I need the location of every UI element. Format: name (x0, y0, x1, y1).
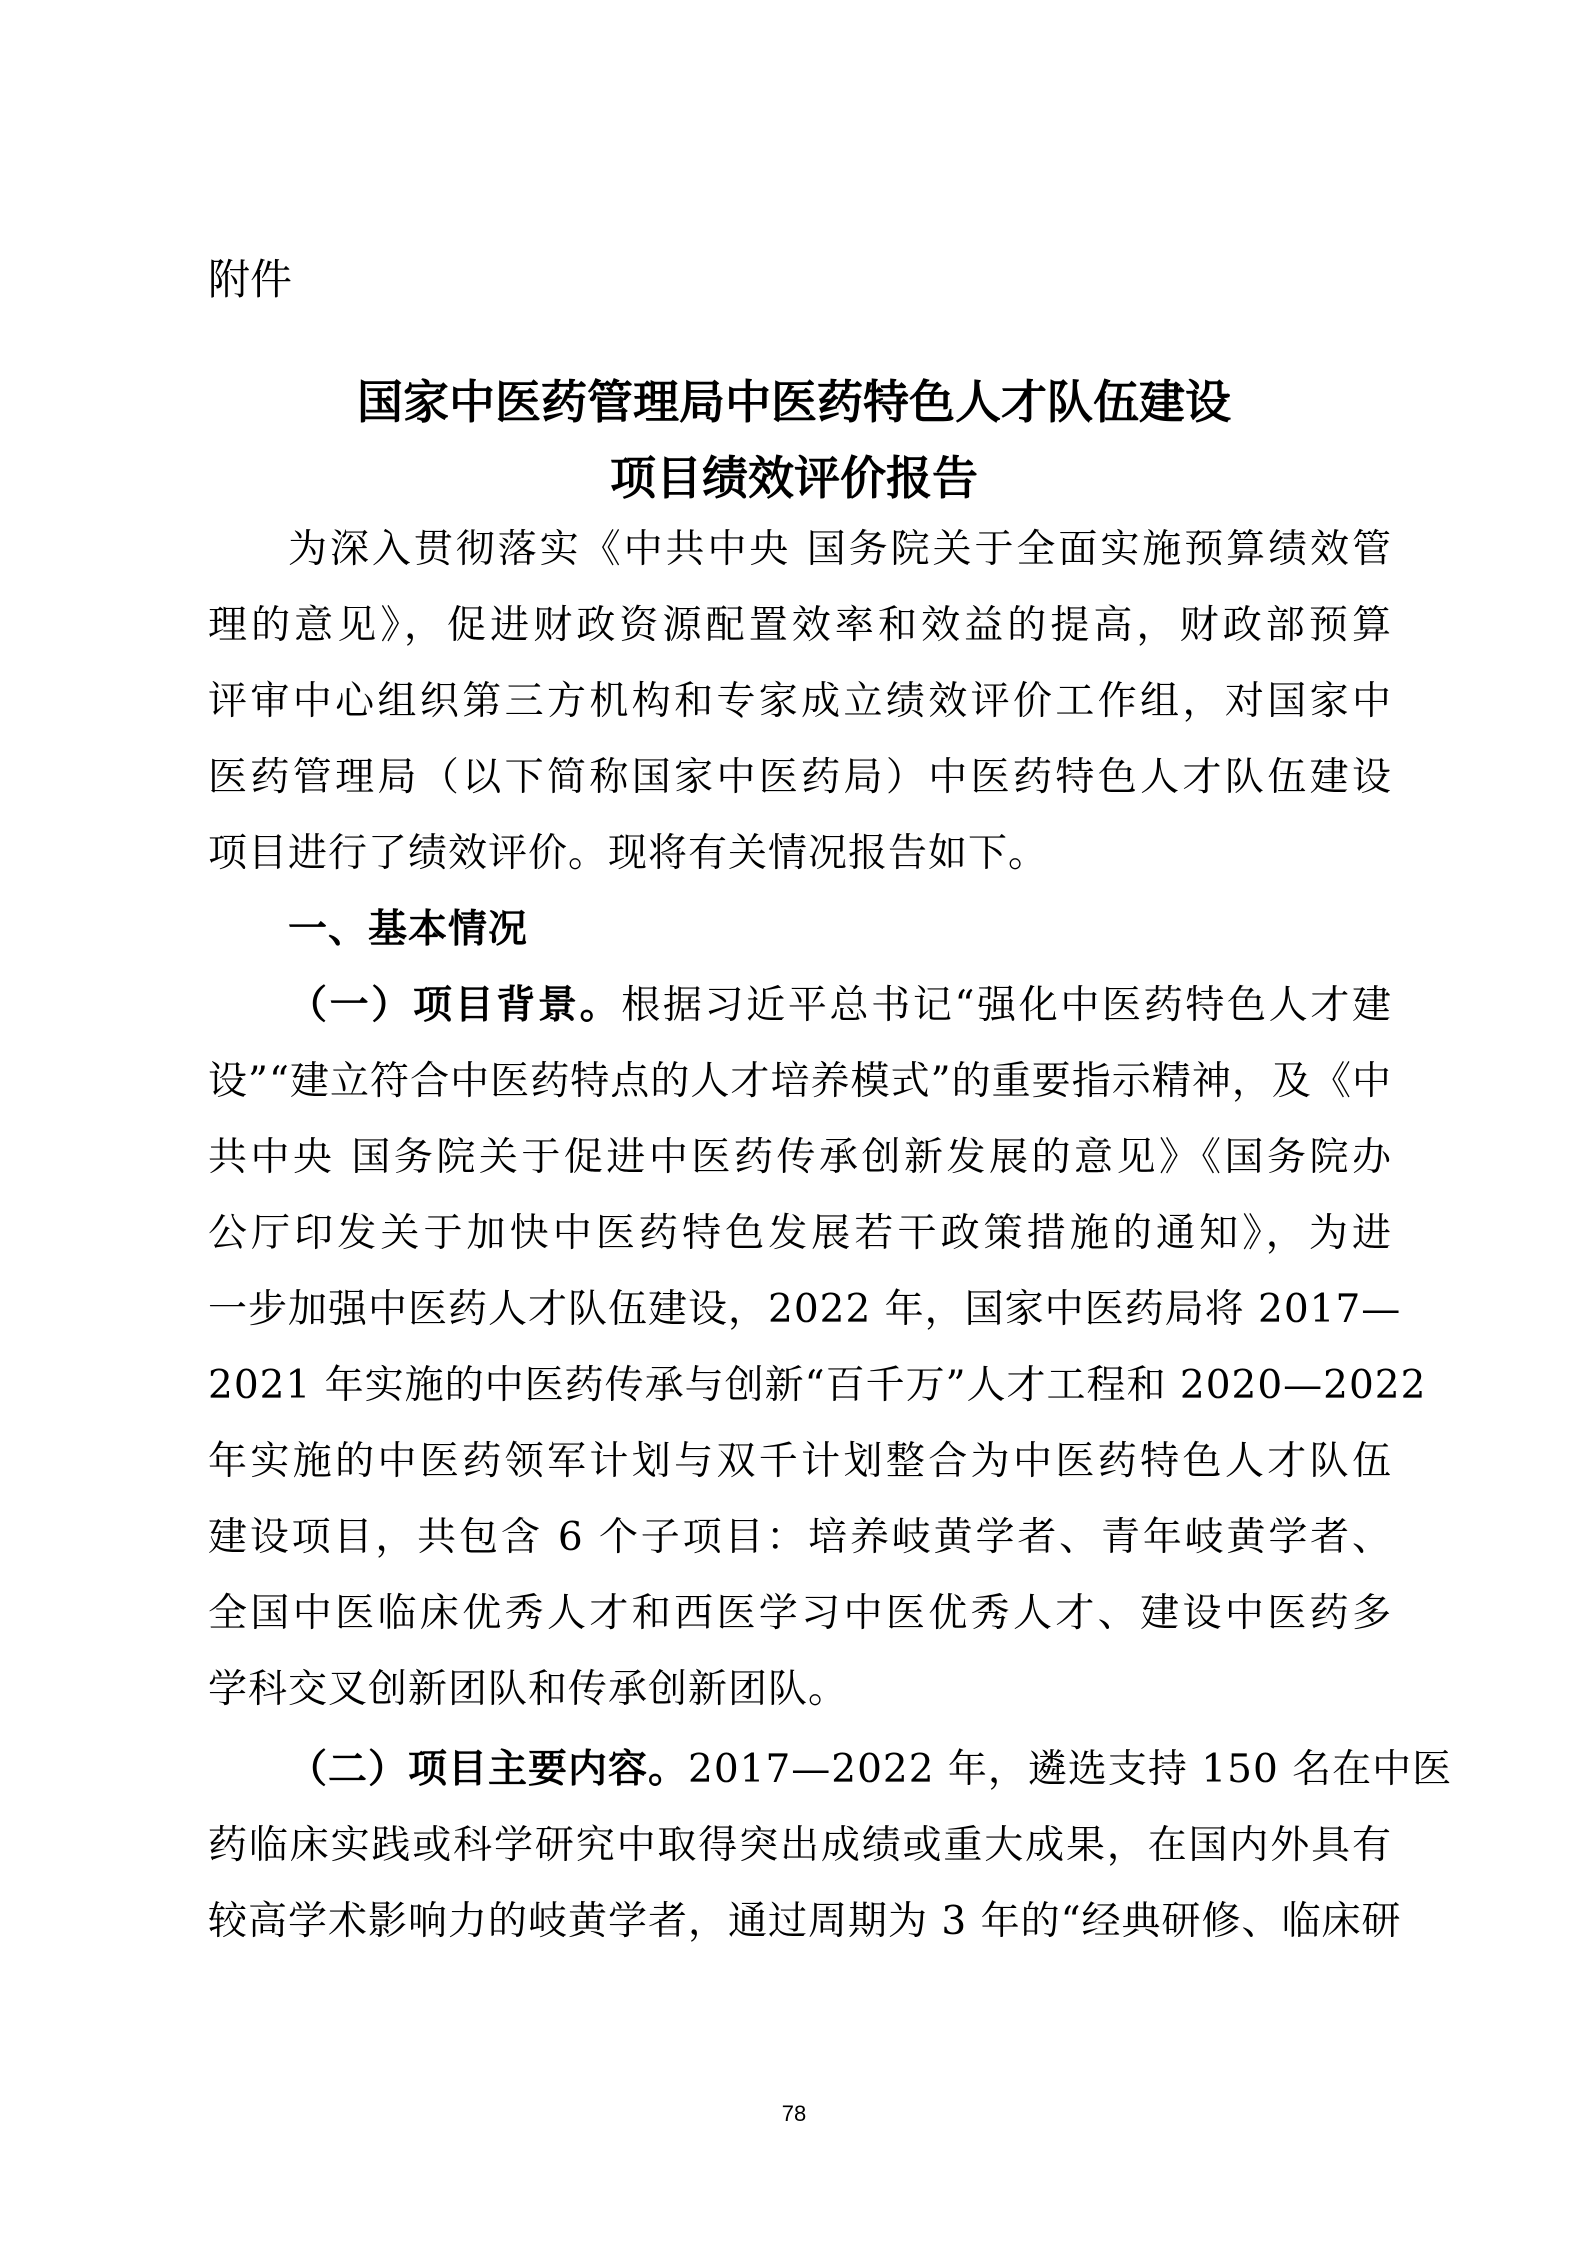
content-line: 较高学术影响力的岐黄学者，通过周期为 3 年的“经典研修、临床研 (208, 1899, 1402, 1944)
intro-line: 医药管理局（以下简称国家中医药局）中医药特色人才队伍建设 (208, 755, 1392, 800)
background-first-line (288, 980, 1392, 1032)
background-line: 年实施的中医药领军计划与双千计划整合为中医药特色人才队伍 (208, 1439, 1392, 1484)
report-title-line-2: 项目绩效评价报告 (610, 451, 978, 505)
background-line: 2021 年实施的中医药传承与创新“百千万”人才工程和 2020—2022 (208, 1363, 1427, 1408)
intro-line: 评审中心组织第三方机构和专家成立绩效评价工作组，对国家中 (208, 679, 1392, 724)
page-number: 78 (781, 2101, 807, 2126)
background-label: （一）项目背景。 (288, 983, 622, 1028)
background-line: 学科交叉创新团队和传承创新团队。 (208, 1667, 849, 1712)
background-line: 建设项目，共包含 6 个子项目：培养岐黄学者、青年岐黄学者、 (208, 1515, 1392, 1560)
content-label: （二）项目主要内容。 (288, 1747, 689, 1792)
background-line: 一步加强中医药人才队伍建设，2022 年，国家中医药局将 2017— (208, 1287, 1402, 1332)
content-line: 药临床实践或科学研究中取得突出成绩或重大成果，在国内外具有 (208, 1823, 1392, 1868)
background-line: 设”“建立符合中医药特点的人才培养模式”的重要指示精神，及《中 (208, 1059, 1392, 1104)
background-first-text: 根据习近平总书记“强化中医药特色人才建 (621, 983, 1392, 1028)
content-first-line (288, 1744, 1453, 1796)
background-line: 全国中医临床优秀人才和西医学习中医优秀人才、建设中医药多 (208, 1591, 1392, 1636)
section-heading-basic-info: 一、基本情况 (288, 907, 529, 952)
background-line: 共中央 国务院关于促进中医药传承创新发展的意见》《国务院办 (208, 1135, 1392, 1180)
intro-line: 项目进行了绩效评价。现将有关情况报告如下。 (208, 831, 1049, 876)
content-first-text: 2017—2022 年，遴选支持 150 名在中医 (688, 1747, 1453, 1792)
report-title-line-1: 国家中医药管理局中医药特色人才队伍建设 (357, 375, 1231, 429)
attachment-label: 附件 (208, 255, 293, 304)
intro-line: 为深入贯彻落实《中共中央 国务院关于全面实施预算绩效管 (288, 527, 1392, 572)
intro-line: 理的意见》，促进财政资源配置效率和效益的提高，财政部预算 (208, 603, 1392, 648)
background-line: 公厅印发关于加快中医药特色发展若干政策措施的通知》，为进 (208, 1211, 1392, 1256)
